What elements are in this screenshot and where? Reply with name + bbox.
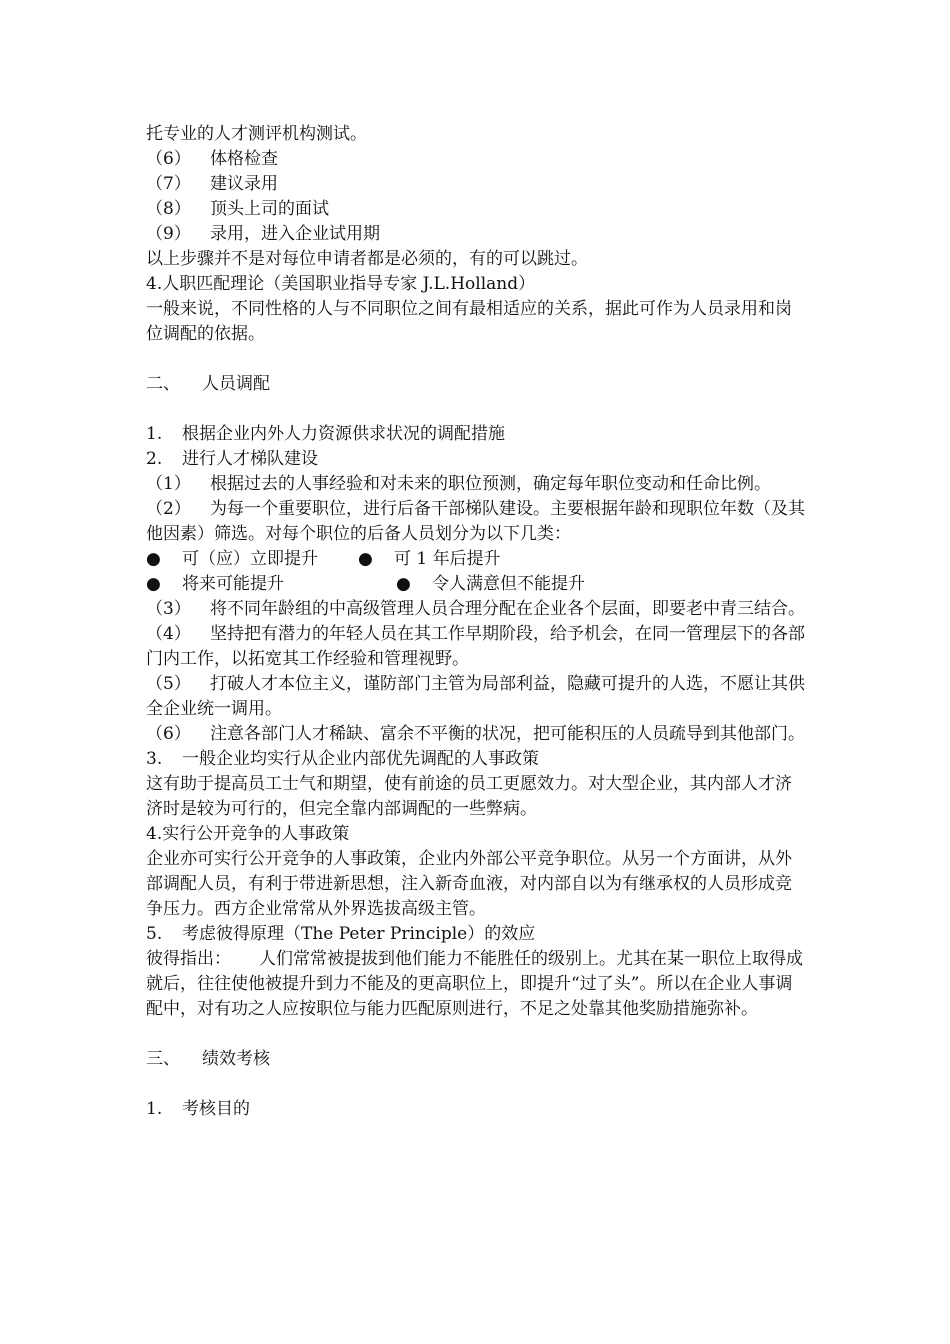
chapter-heading xyxy=(146,1047,806,1072)
item-text: 打破人才本位主义，谨防部门主管为局部利益，隐藏可提升的人选，不愿让其供全企业统一调用。 xyxy=(146,674,805,719)
paragraph-text: 人们常常被提拔到他们能力不能胜任的级别上。尤其在某一职位上取得成就后，往往使他被提升到力不能及的更高职位上，即提升“过了头”。所以在企业人事调配中，对有功之人应按职位与能力匹配原则进行，不足之处靠其他奖励措施弥补。 xyxy=(146,949,803,1019)
heading-text: 绩效考核 xyxy=(202,1049,270,1069)
section-heading xyxy=(146,447,806,472)
item-text: 考虑彼得原理（The Peter Principle）的效应 xyxy=(182,924,536,944)
paragraph: 这有助于提高员工士气和期望，使有前途的员工更愿效力。对大型企业，其内部人才济济时是较为可行的，但完全靠内部调配的一些弊病。 xyxy=(146,774,792,819)
paragraph-lead: 彼得指出： xyxy=(146,949,231,969)
item-text: 坚持把有潜力的年轻人员在其工作早期阶段，给予机会，在同一管理层下的各部门内工作，以拓宽其工作经验和管理视野。 xyxy=(146,624,805,669)
item-number: 3. xyxy=(146,749,163,769)
paragraph: 企业亦可实行公开竞争的人事政策，企业内外部公平竞争职位。从另一个方面讲，从外部调配人员，有利于带进新思想，注入新奇血液，对内部自以为有继承权的人员形成竞争压力。西方企业常常从外界选拔高级主管。 xyxy=(146,849,792,919)
item-text: 将不同年龄组的中高级管理人员合理分配在企业各个层面，即要老中青三结合。 xyxy=(210,599,805,619)
list-item xyxy=(146,147,806,172)
item-number: （3） xyxy=(146,599,191,619)
bullet-row xyxy=(146,572,806,597)
heading-number: 三、 xyxy=(146,1049,180,1069)
section-heading xyxy=(146,922,806,947)
item-number: （7） xyxy=(146,174,191,194)
item-text: 注意各部门人才稀缺、富余不平衡的状况，把可能积压的人员疏导到其他部门。 xyxy=(210,724,805,744)
bullet-text: 将来可能提升 xyxy=(182,574,284,594)
bullet-icon: ● xyxy=(146,549,161,569)
heading-text: 人员调配 xyxy=(202,374,270,394)
item-text: 录用，进入企业试用期 xyxy=(210,224,380,244)
bullet-text: 可 1 年后提升 xyxy=(394,549,501,569)
list-item xyxy=(146,672,806,722)
paragraph xyxy=(146,947,806,1022)
item-text: 体格检查 xyxy=(210,149,278,169)
heading-number: 二、 xyxy=(146,374,180,394)
item-number: 1. xyxy=(146,424,163,444)
list-item xyxy=(146,597,806,622)
bullet-row xyxy=(146,547,806,572)
item-number: （4） xyxy=(146,624,191,644)
blank-line xyxy=(146,1022,806,1047)
list-item xyxy=(146,472,806,497)
section-heading: 4.人职匹配理论（美国职业指导专家 J.L.Holland） xyxy=(146,274,536,294)
bullet-item xyxy=(146,572,396,597)
section-heading: 4.实行公开竞争的人事政策 xyxy=(146,824,350,844)
item-text: 为每一个重要职位，进行后备干部梯队建设。主要根据年龄和现职位年数（及其他因素）筛选。对每个职位的后备人员划分为以下几类： xyxy=(146,499,805,544)
item-number: （8） xyxy=(146,199,191,219)
item-number: 2. xyxy=(146,449,163,469)
item-number: （5） xyxy=(146,674,191,694)
item-text: 根据过去的人事经验和对未来的职位预测，确定每年职位变动和任命比例。 xyxy=(210,474,771,494)
item-number: （9） xyxy=(146,224,191,244)
bullet-item xyxy=(358,547,501,572)
bullet-item xyxy=(396,572,585,597)
paragraph: 一般来说，不同性格的人与不同职位之间有最相适应的关系，据此可作为人员录用和岗位调配的依据。 xyxy=(146,299,792,344)
chapter-heading xyxy=(146,372,806,397)
list-item xyxy=(146,722,806,747)
bullet-text: 可（应）立即提升 xyxy=(182,549,318,569)
item-text: 进行人才梯队建设 xyxy=(182,449,318,469)
item-number: （1） xyxy=(146,474,191,494)
list-item xyxy=(146,172,806,197)
text-line: 托专业的人才测评机构测试。 xyxy=(146,124,367,144)
item-number: （2） xyxy=(146,499,191,519)
section-heading xyxy=(146,747,806,772)
item-text: 顶头上司的面试 xyxy=(210,199,329,219)
bullet-item xyxy=(146,547,358,572)
blank-line xyxy=(146,1072,806,1097)
bullet-text: 令人满意但不能提升 xyxy=(432,574,585,594)
list-item xyxy=(146,222,806,247)
bullet-icon: ● xyxy=(396,574,411,594)
item-text: 根据企业内外人力资源供求状况的调配措施 xyxy=(182,424,505,444)
item-number: 1. xyxy=(146,1099,163,1119)
section-heading xyxy=(146,422,806,447)
item-text: 建议录用 xyxy=(210,174,278,194)
item-text: 考核目的 xyxy=(182,1099,250,1119)
document-body xyxy=(146,122,806,1122)
list-item xyxy=(146,497,806,547)
blank-line xyxy=(146,347,806,372)
item-text: 一般企业均实行从企业内部优先调配的人事政策 xyxy=(182,749,539,769)
item-number: （6） xyxy=(146,724,191,744)
blank-line xyxy=(146,397,806,422)
item-number: （6） xyxy=(146,149,191,169)
text-line: 以上步骤并不是对每位申请者都是必须的，有的可以跳过。 xyxy=(146,249,588,269)
list-item xyxy=(146,622,806,672)
section-heading xyxy=(146,1097,806,1122)
bullet-icon: ● xyxy=(146,574,161,594)
list-item xyxy=(146,197,806,222)
bullet-icon: ● xyxy=(358,549,373,569)
item-number: 5. xyxy=(146,924,163,944)
